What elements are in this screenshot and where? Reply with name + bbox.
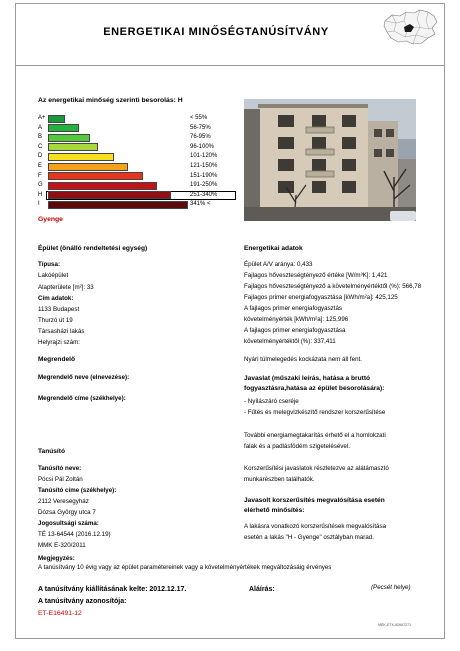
rating-bar: [48, 172, 143, 180]
rating-range: 251-340%: [190, 191, 218, 198]
energy-line: követelményértéktől (%): 337,411: [244, 338, 336, 345]
proposal-detail-1: Korszerűsítési javaslatok részletezve az alátámasztó: [244, 465, 389, 472]
proposal-item: - Fűtés és melegvízkészítő rendszer korszerűsítése: [244, 409, 386, 416]
certifier-name-label: Tanúsító neve:: [38, 465, 82, 472]
proposal-detail-2: munkarészben találhatók.: [244, 476, 315, 483]
rating-range: 191-250%: [190, 182, 218, 189]
result-heading-1: Javasolt korszerűsítés megvalósítása esetén: [244, 497, 385, 504]
stamp-place: (Pecsét helye): [371, 584, 411, 591]
address-city: 1133 Budapest: [38, 306, 80, 313]
building-type-label: Típusa:: [38, 261, 61, 268]
rating-bar: [48, 153, 114, 161]
rating-bar: [48, 143, 98, 151]
form-code: MÉK-ETK-82667271: [378, 623, 412, 627]
rating-letter: C: [38, 143, 43, 150]
remark-text: A tanúsítvány 10 évig vagy az épület paramétereinek vagy a követelményértékek megváltozásáig érvényes: [38, 564, 332, 571]
certifier-address-street: Dózsa György utca 7: [38, 509, 96, 516]
result-line-2: esetén a lakás "H - Gyenge" osztályban marad.: [244, 534, 374, 541]
rating-bar: [48, 134, 90, 142]
header: [16, 4, 444, 66]
client-name-label: Megrendelő neve (elnevezése):: [38, 374, 130, 381]
rating-range: 121-150%: [190, 163, 218, 169]
rating-letter: A+: [38, 115, 46, 121]
client-heading: Megrendelő: [38, 356, 76, 363]
rating-letter: D: [38, 153, 43, 160]
page-title: ENERGETIKAI MINŐSÉGTANÚSÍTVÁNY: [103, 26, 329, 38]
rating-bar: [48, 163, 128, 171]
certifier-heading: Tanúsító: [38, 448, 65, 455]
rating-row: [38, 114, 228, 123]
rating-grade-word: Gyenge: [38, 216, 63, 223]
building-type-value: Lakóépület: [38, 272, 69, 279]
proposal-extra-1: További energiamegtakarítás érhető el a homlokzati: [244, 432, 386, 439]
hungary-map-icon: [382, 7, 440, 47]
rating-letter: I: [38, 201, 40, 208]
result-line-1: A lakásra vonatkozó korszerűsítések megvalósítása: [244, 523, 387, 530]
certificate-id-value: ET-E16491-12: [38, 610, 82, 617]
signature-label: Aláírás:: [249, 586, 275, 593]
rating-row: [38, 200, 228, 209]
rating-bar: [48, 115, 65, 123]
rating-bar: [48, 201, 188, 209]
rating-letter: A: [38, 124, 43, 131]
rating-letter: E: [38, 163, 43, 169]
license-line-2: MMK E-320/2011: [38, 542, 86, 549]
rating-range: 101-120%: [190, 153, 218, 160]
rating-row: [38, 143, 228, 152]
rating-range: < 55%: [190, 115, 208, 121]
rating-letter: G: [38, 182, 43, 189]
rating-row: [38, 162, 228, 171]
license-line-1: TÉ 13-64544 (2016.12.19): [38, 531, 111, 538]
rating-range: 96-100%: [190, 143, 215, 150]
rating-bar: [48, 124, 79, 132]
rating-range: 151-190%: [190, 172, 218, 179]
building-heading: Épület (önálló rendeltetési egység): [38, 245, 148, 252]
license-label: Jogosultsági száma:: [38, 520, 99, 527]
rating-range: 341% <: [190, 201, 211, 208]
energy-line: Épület A/V aránya: 0,433: [244, 261, 313, 268]
client-address-label: Megrendelő címe (székhelye):: [38, 395, 126, 402]
rating-range: 56-75%: [190, 124, 211, 131]
rating-range: 76-95%: [190, 134, 211, 141]
certifier-address-city: 2112 Veresegyház: [38, 498, 89, 505]
rating-row: [38, 124, 228, 133]
rating-row: [38, 181, 228, 190]
energy-line: Fajlagos hőveszteségtényező értéke [W/m³K]: 1,421: [244, 272, 388, 279]
proposal-heading-1: Javaslat (műszaki leírás, hatása a bruttó: [244, 375, 371, 382]
building-area: Alapterülete [m²]: 33: [38, 284, 94, 291]
issue-date: A tanúsítvány kiállításának kelte: 2012.12.17.: [38, 586, 187, 593]
rating-row: [38, 152, 228, 161]
energy-line: A fajlagos primer energiafogyasztása: [244, 327, 346, 334]
certifier-name-value: Pócsi Pál Zoltán: [38, 476, 83, 483]
address-label: Cím adatok:: [38, 295, 74, 302]
energy-line: követelményérték [kWh/m²a]: 125,996: [244, 316, 349, 323]
building-photo: [244, 99, 416, 221]
rating-bar: [48, 182, 157, 190]
certifier-address-label: Tanúsító címe (székhelye):: [38, 487, 117, 494]
rating-letter: B: [38, 134, 43, 141]
rating-letter: H: [38, 191, 43, 198]
rating-row: [38, 133, 228, 142]
certificate-page: [15, 3, 445, 639]
rating-row: [38, 191, 228, 200]
parcel-type: Társasházi lakás: [38, 328, 85, 335]
energy-heading: Energetikai adatok: [244, 245, 303, 252]
proposal-item: - Nyílászáró cseréje: [244, 398, 299, 405]
hrsz-label: Helyrajzi szám:: [38, 339, 80, 346]
certificate-id-label: A tanúsítvány azonosítója:: [38, 598, 127, 605]
rating-title: Az energetikai minőség szerinti besorolás: H: [38, 97, 183, 104]
rating-letter: F: [38, 172, 42, 179]
result-heading-2: elérhető minősítés:: [244, 507, 305, 514]
proposal-extra-2: falak és a padlásfödém szigetelésével.: [244, 443, 350, 450]
energy-line: Fajlagos primer energiafogyasztása [kWh/m²a]: 425,125: [244, 294, 398, 301]
energy-line: Fajlagos hőveszteségtényező a követelményértéktől (%): 566,78: [244, 283, 422, 290]
proposal-heading-2: fogyasztásra,hatása az épület besorolására):: [244, 385, 385, 392]
energy-line: A fajlagos primer energiafogyasztás: [244, 305, 343, 312]
remark-label: Megjegyzés:: [38, 555, 75, 562]
summer-overheating: Nyári túlmelegedés kockázata nem áll fent.: [244, 356, 362, 363]
rating-row: [38, 172, 228, 181]
address-street: Thurzó út 19: [38, 317, 73, 324]
rating-bar: [48, 191, 171, 199]
